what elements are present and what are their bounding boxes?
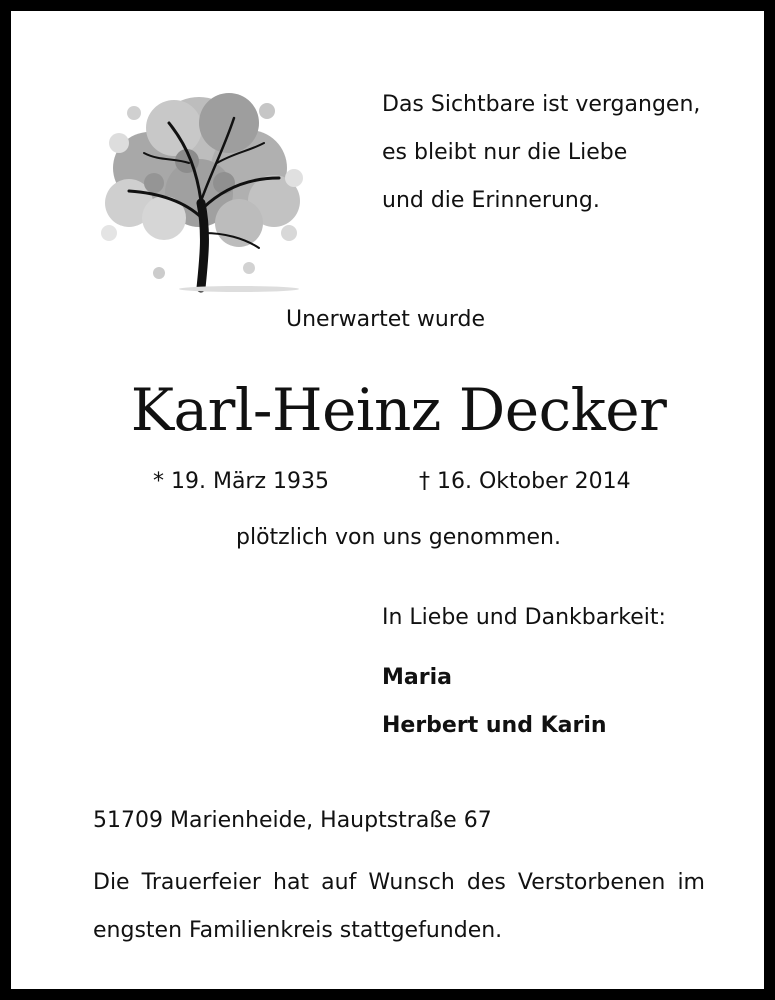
mourner-name: Herbert und Karin xyxy=(382,713,607,738)
verse-line: und die Erinnerung. xyxy=(382,188,600,213)
verse xyxy=(382,81,700,225)
verse-line: es bleibt nur die Liebe xyxy=(382,140,628,165)
notice-line: Die Trauerfeier hat auf Wunsch des Verstorbenen im xyxy=(93,870,705,895)
notice-line: engsten Familienkreis stattgefunden. xyxy=(93,918,503,943)
funeral-notice xyxy=(93,859,705,955)
mourner-name: Maria xyxy=(382,665,452,690)
birth-date: * 19. März 1935 xyxy=(153,469,330,494)
tree-icon xyxy=(89,83,311,295)
deceased-name: Karl-Heinz Decker xyxy=(130,376,667,444)
death-date: † 16. Oktober 2014 xyxy=(419,469,631,494)
address: 51709 Marienheide, Hauptstraße 67 xyxy=(93,808,492,833)
intro-text: Unerwartet wurde xyxy=(285,307,486,332)
taken-text: plötzlich von uns genommen. xyxy=(236,525,561,550)
verse-line: Das Sichtbare ist vergangen, xyxy=(382,92,701,117)
mourners-heading: In Liebe und Dankbarkeit: xyxy=(382,605,666,630)
